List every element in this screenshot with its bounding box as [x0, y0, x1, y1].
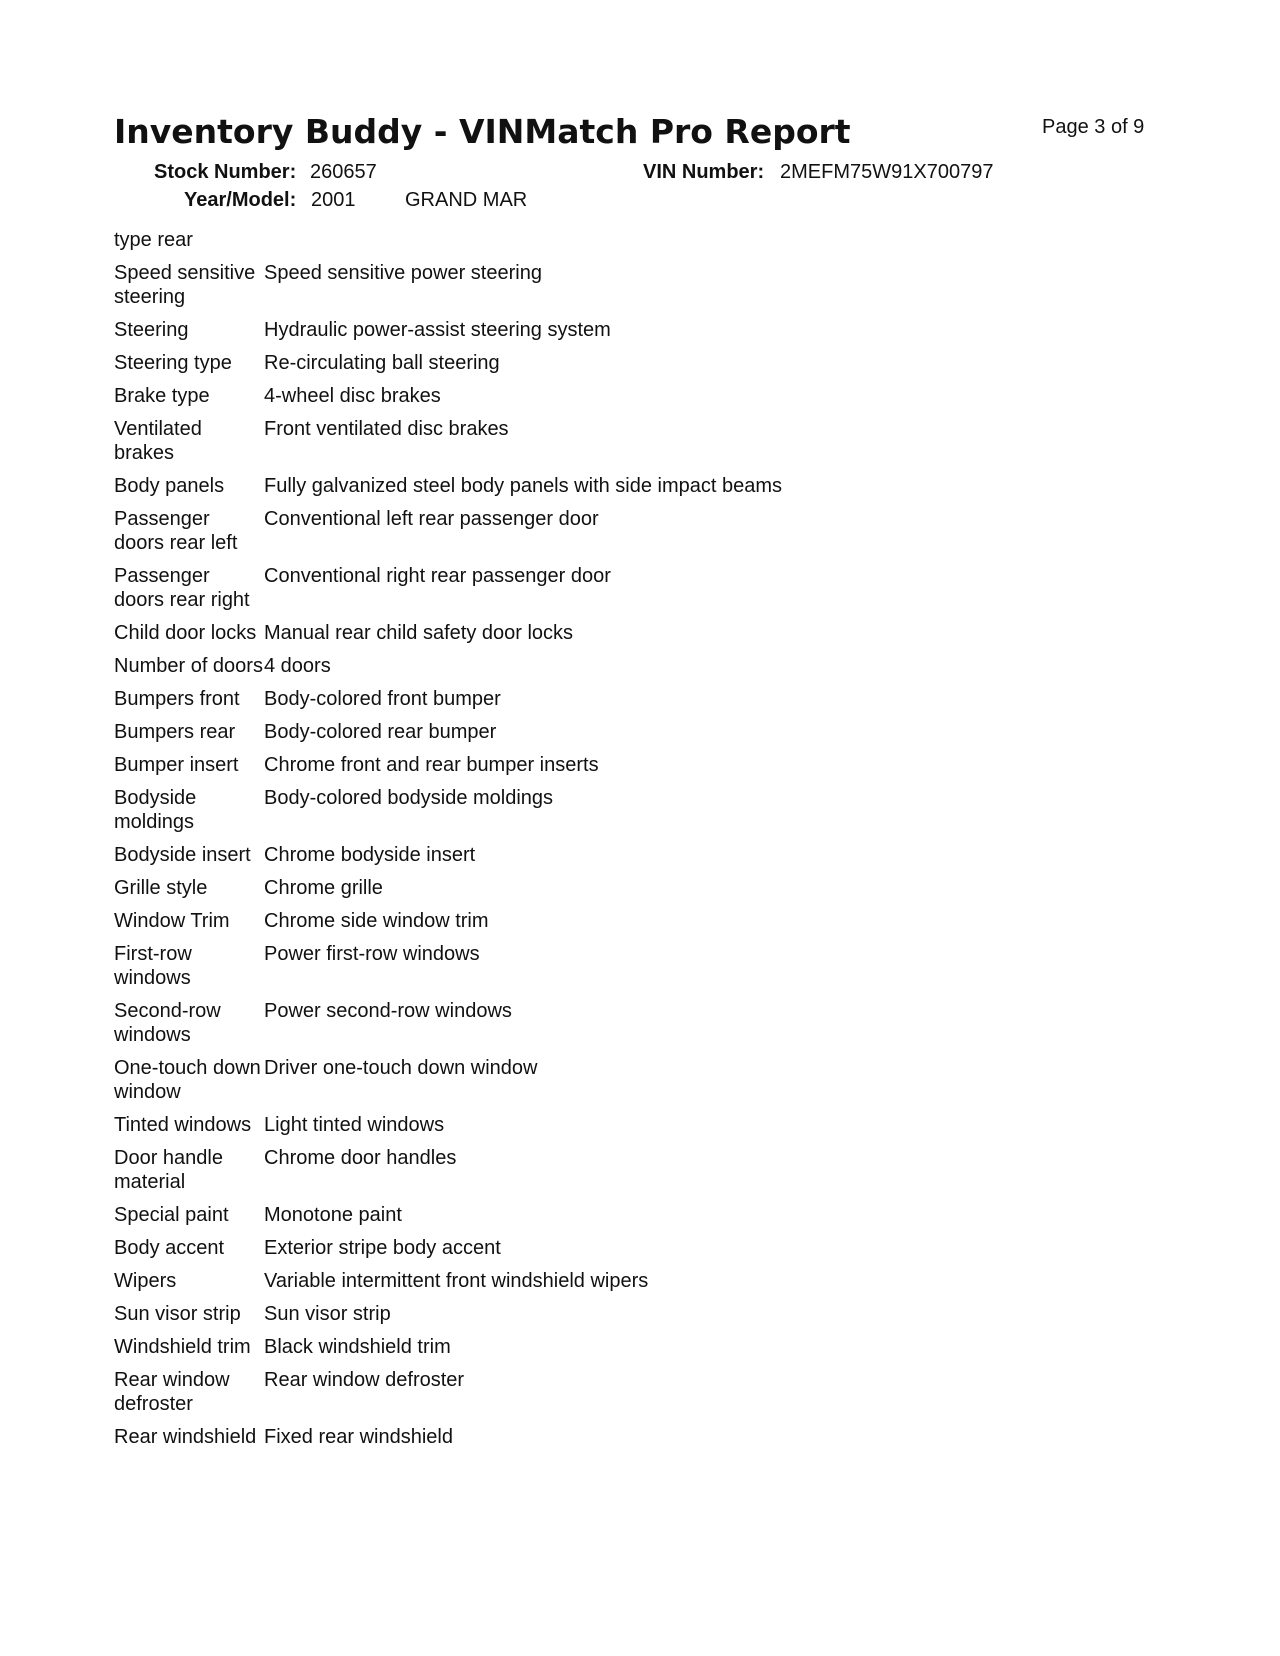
- spec-row: [114, 909, 1014, 933]
- spec-value: Speed sensitive power steering: [264, 262, 542, 284]
- spec-row: [114, 474, 1014, 498]
- spec-row: [114, 564, 1014, 612]
- year-model-label: Year/Model:: [184, 189, 297, 211]
- spec-row: [114, 1056, 1014, 1104]
- spec-label: type rear: [114, 229, 193, 251]
- spec-row: [114, 876, 1014, 900]
- spec-value: Rear window defroster: [264, 1369, 465, 1391]
- spec-value: Body-colored bodyside moldings: [264, 787, 554, 809]
- spec-value: Variable intermittent front windshield wipers: [264, 1270, 649, 1292]
- spec-row: [114, 1335, 1014, 1359]
- vin-number-value: 2MEFM75W91X700797: [780, 161, 994, 183]
- spec-label: Bumpers front: [114, 688, 240, 710]
- spec-value: Chrome bodyside insert: [264, 844, 476, 866]
- spec-row: [114, 843, 1014, 867]
- spec-label: Passenger doors rear right: [114, 565, 250, 611]
- spec-label: Speed sensitive steering: [114, 262, 256, 308]
- spec-row: [114, 786, 1014, 834]
- spec-label: Window Trim: [114, 910, 230, 932]
- spec-value: Front ventilated disc brakes: [264, 418, 509, 440]
- spec-value: Power first-row windows: [264, 943, 480, 965]
- spec-label: Sun visor strip: [114, 1303, 241, 1325]
- spec-label: Wipers: [114, 1270, 177, 1292]
- spec-value: Fully galvanized steel body panels with side impact beams: [264, 475, 783, 497]
- spec-label: Steering: [114, 319, 189, 341]
- stock-number-value: 260657: [310, 161, 377, 183]
- spec-row: [114, 1368, 1014, 1416]
- spec-label: Tinted windows: [114, 1114, 252, 1136]
- spec-value: Chrome front and rear bumper inserts: [264, 754, 599, 776]
- spec-row: [114, 1425, 1014, 1449]
- spec-label: Child door locks: [114, 622, 257, 644]
- spec-value: Fixed rear windshield: [264, 1426, 453, 1448]
- model-value: GRAND MAR: [405, 189, 528, 211]
- spec-label: Grille style: [114, 877, 208, 899]
- spec-row: [114, 1236, 1014, 1260]
- spec-label: Steering type: [114, 352, 232, 374]
- spec-label: Bodyside insert: [114, 844, 251, 866]
- spec-row: [114, 318, 1014, 342]
- spec-row: [114, 687, 1014, 711]
- spec-label: First-row windows: [114, 943, 192, 989]
- spec-label: Body panels: [114, 475, 225, 497]
- spec-list: [114, 228, 1014, 1458]
- spec-value: Chrome grille: [264, 877, 383, 899]
- spec-row: [114, 1113, 1014, 1137]
- spec-row: [114, 261, 1014, 309]
- spec-value: Black windshield trim: [264, 1336, 451, 1358]
- spec-row: [114, 720, 1014, 744]
- spec-row: [114, 1203, 1014, 1227]
- spec-label: Ventilated brakes: [114, 418, 202, 464]
- spec-value: Hydraulic power-assist steering system: [264, 319, 611, 341]
- spec-value: Manual rear child safety door locks: [264, 622, 574, 644]
- page-number: Page 3 of 9: [1042, 116, 1145, 138]
- spec-row: [114, 1302, 1014, 1326]
- spec-value: [264, 228, 1014, 252]
- spec-value: Conventional left rear passenger door: [264, 508, 599, 530]
- spec-value: Power second-row windows: [264, 1000, 512, 1022]
- spec-value: Exterior stripe body accent: [264, 1237, 501, 1259]
- spec-value: Light tinted windows: [264, 1114, 445, 1136]
- spec-value: Driver one-touch down window: [264, 1057, 538, 1079]
- spec-label: Door handle material: [114, 1147, 223, 1193]
- spec-label: Bumpers rear: [114, 721, 236, 743]
- spec-label: Number of doors: [114, 655, 263, 677]
- spec-row: [114, 621, 1014, 645]
- spec-row: [114, 1146, 1014, 1194]
- spec-value: Monotone paint: [264, 1204, 402, 1226]
- spec-label: Second-row windows: [114, 1000, 221, 1046]
- spec-row: [114, 384, 1014, 408]
- spec-row: [114, 942, 1014, 990]
- spec-value: Conventional right rear passenger door: [264, 565, 611, 587]
- year-value: 2001: [311, 189, 356, 211]
- spec-label: Windshield trim: [114, 1336, 251, 1358]
- spec-value: Body-colored rear bumper: [264, 721, 497, 743]
- spec-label: Passenger doors rear left: [114, 508, 238, 554]
- spec-label: Special paint: [114, 1204, 229, 1226]
- spec-row: [114, 228, 1014, 252]
- spec-row: [114, 654, 1014, 678]
- spec-row: [114, 351, 1014, 375]
- vin-number-label: VIN Number:: [643, 161, 765, 183]
- spec-row: [114, 753, 1014, 777]
- spec-row: [114, 1269, 1014, 1293]
- report-title: Inventory Buddy - VINMatch Pro Report: [114, 112, 851, 151]
- spec-label: Brake type: [114, 385, 210, 407]
- spec-value: Body-colored front bumper: [264, 688, 501, 710]
- spec-value: 4-wheel disc brakes: [264, 385, 441, 407]
- spec-label: Bumper insert: [114, 754, 239, 776]
- spec-label: Rear windshield: [114, 1426, 257, 1448]
- spec-value: Sun visor strip: [264, 1303, 391, 1325]
- spec-value: Re-circulating ball steering: [264, 352, 500, 374]
- spec-label: Body accent: [114, 1237, 225, 1259]
- spec-value: Chrome side window trim: [264, 910, 489, 932]
- spec-label: Rear window defroster: [114, 1369, 230, 1415]
- spec-row: [114, 507, 1014, 555]
- spec-row: [114, 417, 1014, 465]
- spec-label: Bodyside moldings: [114, 787, 197, 833]
- stock-number-label: Stock Number:: [154, 161, 297, 183]
- spec-value: Chrome door handles: [264, 1147, 457, 1169]
- spec-value: 4 doors: [264, 655, 331, 677]
- spec-row: [114, 999, 1014, 1047]
- spec-label: One-touch down window: [114, 1057, 261, 1103]
